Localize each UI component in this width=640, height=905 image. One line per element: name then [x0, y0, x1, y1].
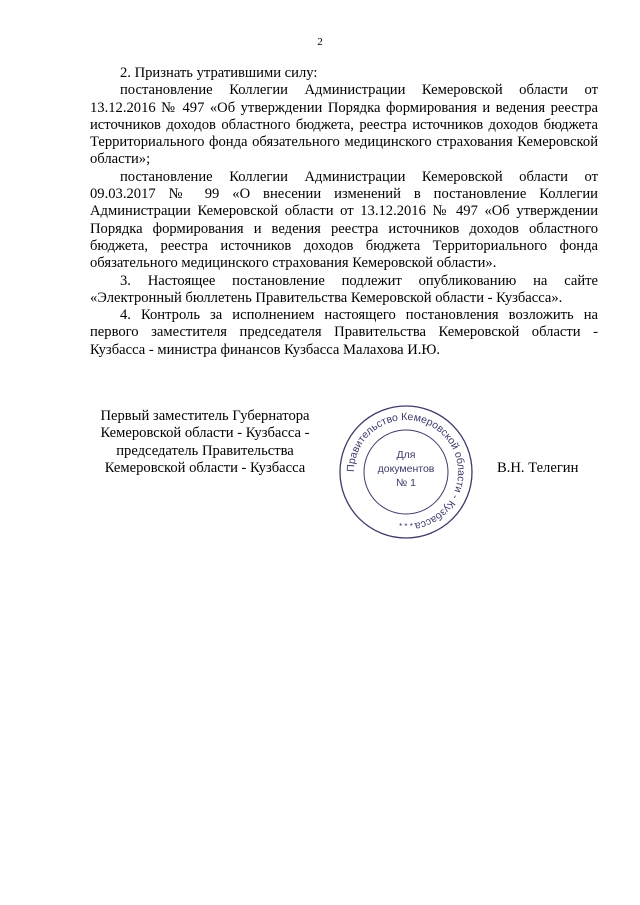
seal-stars: * * * — [399, 522, 413, 531]
signatory-position — [90, 408, 320, 477]
signatory-position-line: Кемеровской области - Кузбасса - — [100, 425, 310, 442]
signatory-position-line: Первый заместитель Губернатора — [100, 408, 310, 424]
signatory-position-line: председатель Правительства — [116, 442, 294, 459]
signatory-position-line: Кемеровской области - Кузбасса — [104, 459, 306, 476]
paragraph-repealed-act-1: постановление Коллегии Администрации Кемеровской области от 13.12.2016 № 497 «Об утверждении Порядка формирования и ведения реестра источников доходов областного бюджета, реестра источников доходов бюджета Территориального фонда обязательного медицинского страхования Кемеровской области»; — [90, 82, 598, 168]
seal-center-line: Для — [396, 449, 416, 461]
paragraph-4-control: 4. Контроль за исполнением настоящего постановления возложить на первого заместителя председателя Правительства Кемеровской области - Кузбасса - министра финансов Кузбасса Малахова И.Ю. — [90, 307, 598, 358]
document-body — [90, 65, 598, 359]
official-seal-stamp — [336, 402, 476, 542]
page-number: 2 — [317, 36, 323, 48]
signatory-name: В.Н. Телегин — [497, 460, 579, 476]
seal-center-line: документов — [377, 463, 435, 475]
seal-ring-text: Правительство Кемеровской области - Кузбасса — [344, 410, 468, 533]
paragraph-3-publication: 3. Настоящее постановление подлежит опубликованию на сайте «Электронный бюллетень Правительства Кемеровской области - Кузбасса». — [90, 272, 598, 306]
paragraph-repealed-act-2: постановление Коллегии Администрации Кемеровской области от 09.03.2017 № 99 «О внесении изменений в постановление Коллегии Администрации Кемеровской области от 13.12.2016 № 497 «Об утверждении Порядка формирования и ведения реестра источников доходов областного бюджета, реестра источников доходов бюджета Территориального фонда обязательного медицинского страхования Кемеровской области». — [90, 168, 598, 272]
paragraph-2-heading: 2. Признать утратившими силу: — [120, 65, 318, 81]
seal-center-line: № 1 — [395, 477, 417, 489]
